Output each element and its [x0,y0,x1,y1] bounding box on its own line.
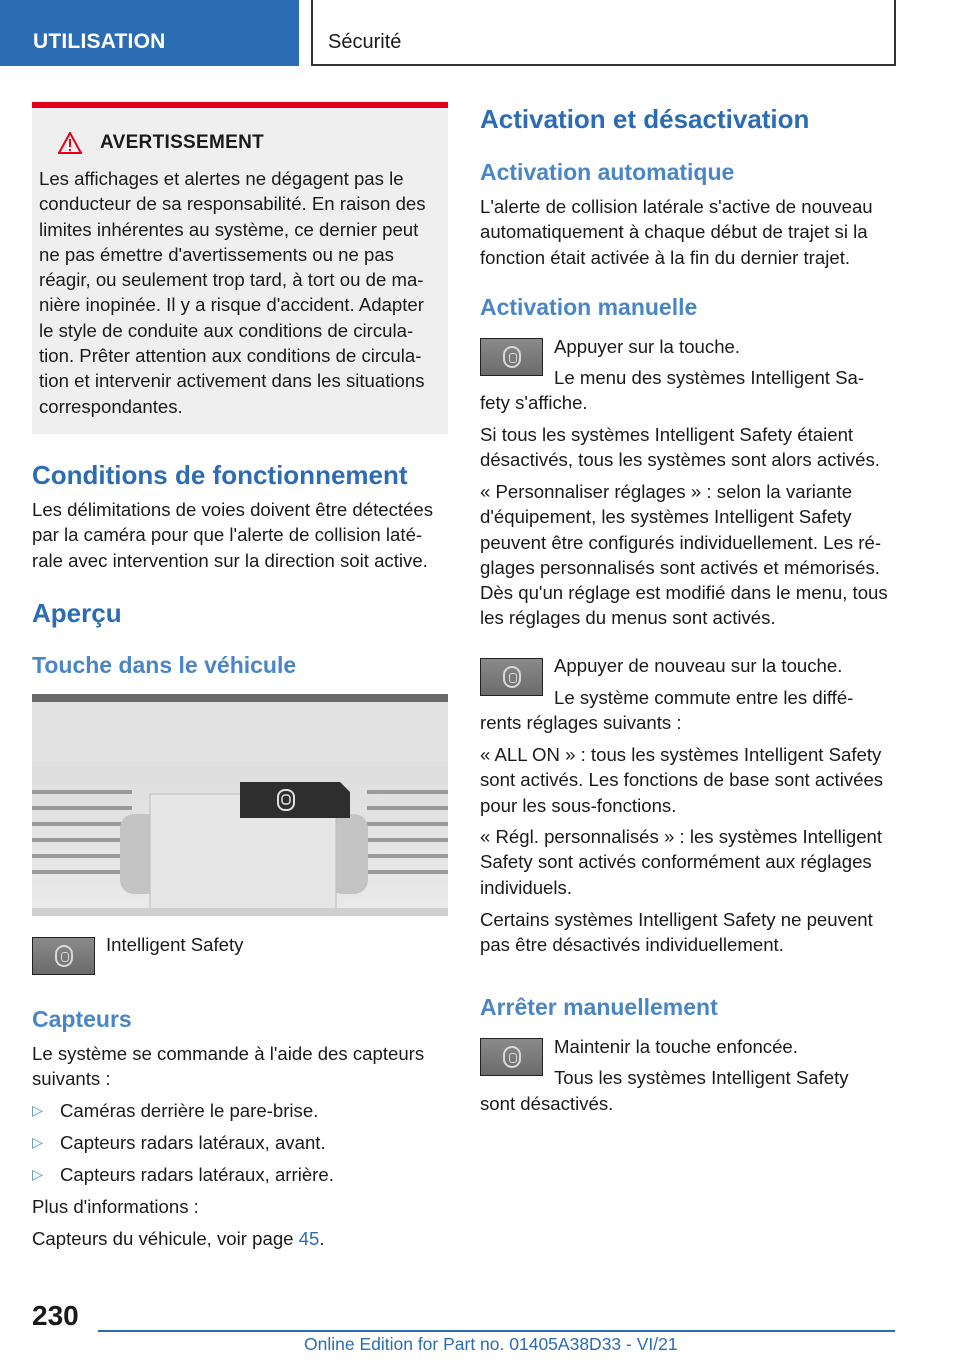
list-item-text: Capteurs radars latéraux, arrière. [60,1164,334,1185]
manual-paragraph-3: « ALL ON » : tous les systèmes Intelligent Safety sont activés. Les fonctions de base sont activées pour les sous-fonctions. [480,744,884,816]
stop-step-1-result-a: Tous les systèmes Intelligent Safety [554,1067,849,1088]
manual-step-1-result-a: Le menu des systèmes Intelligent Sa‐ [554,367,865,388]
stop-step-1-result-b: sont désactivés. [480,1093,614,1114]
manual-step-2: Appuyer de nouveau sur la touche. [554,655,843,676]
page-number: 230 [32,1300,79,1331]
conditions-text: Les délimitations de voies doivent être détectées par la caméra pour que l'alerte de collision laté‐rale avec intervention sur la direction soit active. [32,499,434,571]
page-header-title: Sécurité [311,0,896,66]
section-tab: UTILISATION [0,0,299,66]
see-page-end: . [319,1228,325,1249]
auto-activation-text: L'alerte de collision latérale s'active de nouveau automatiquement à chaque début de trajet si la fonction était activée à la fin du dernier trajet. [480,196,873,268]
intelligent-safety-button-icon [480,338,543,376]
warning-text: Les affichages et alertes ne dégagent pas le conducteur de sa responsabilité. En raison des limites inhérentes au système, ce dernier peut ne pas émettre d'avertissements ou ne pas réagir, ou seulement trop tard, à tort ou de ma‐nière inopinée. Il y a risque d'accident. Adapter le style de conduite aux conditions de circula‐tion. Prêter attention aux conditions de circula‐tion et intervenir activement dans les situations correspondantes. [39,168,426,417]
manual-stop-heading: Arrêter manuellement [480,994,718,1020]
manual-activation-heading: Activation manuelle [480,294,698,320]
intelligent-safety-button-icon [32,937,95,975]
list-item [32,1162,334,1187]
vehicle-button-photo [32,694,448,916]
manual-paragraph-4: « Régl. personnalisés » : les systèmes Intelligent Safety sont activés conformément aux réglages individuels. [480,826,883,898]
auto-activation-heading: Activation automatique [480,159,735,185]
list-item [32,1130,326,1155]
manual-paragraph-5: Certains systèmes Intelligent Safety ne peuvent pas être désactivés individuellement. [480,909,873,956]
bullet-triangle-icon: ▷ [32,1134,43,1150]
apercu-heading: Aperçu [32,598,122,628]
manual-paragraph-2: « Personnaliser réglages » : selon la variante d'équipement, les systèmes Intelligent Safety peuvent être configurés individuellement. Les ré‐glages personnalisés sont activés et mémorisés. Dès qu'un réglage est modifié dans le menu, tous les réglages du menus sont activés. [480,481,888,629]
more-info-text: Plus d'informations : [32,1196,199,1217]
button-label: Intelligent Safety [106,934,244,955]
manual-step-1-result-b: fety s'affiche. [480,392,588,413]
warning-triangle-icon [58,132,82,154]
list-item [32,1098,318,1123]
manual-paragraph-1: Si tous les systèmes Intelligent Safety étaient désactivés, tous les systèmes sont alors activés. [480,424,880,471]
warning-heading [48,132,264,154]
page-link[interactable]: 45 [298,1228,320,1249]
manual-step-1: Appuyer sur la touche. [554,336,741,357]
stop-step-1: Maintenir la touche enfoncée. [554,1036,798,1057]
warning-heading-text: AVERTISSEMENT [100,132,265,153]
footer-divider [98,1330,895,1332]
capteurs-text: Le système se commande à l'aide des capteurs suivants : [32,1043,425,1090]
footer-edition: Online Edition for Part no. 01405A38D33 - VI/21 [304,1334,678,1354]
see-page-text [32,1226,448,1251]
intelligent-safety-button-icon [480,1038,543,1076]
intelligent-safety-button-icon [480,658,543,696]
list-item-text: Caméras derrière le pare-brise. [60,1100,319,1121]
conditions-heading: Conditions de fonctionnement [32,460,408,490]
manual-step-2-result-a: Le système commute entre les diffé‐ [554,687,854,708]
bullet-triangle-icon: ▷ [32,1102,43,1118]
touche-heading: Touche dans le véhicule [32,652,297,678]
list-item-text: Capteurs radars latéraux, avant. [60,1132,326,1153]
see-page-label: Capteurs du véhicule, voir page [32,1228,299,1249]
bullet-triangle-icon: ▷ [32,1166,43,1182]
manual-step-2-result-b: rents réglages suivants : [480,712,682,733]
capteurs-heading: Capteurs [32,1006,132,1032]
activation-heading: Activation et désactivation [480,104,810,134]
warning-box [32,102,448,434]
